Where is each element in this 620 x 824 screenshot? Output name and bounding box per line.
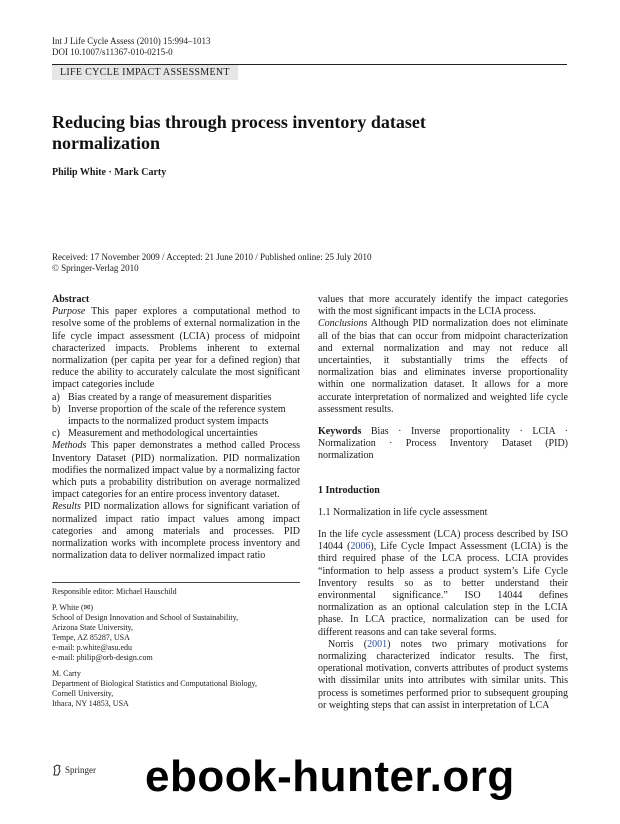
paragraph-text: Norris ( xyxy=(328,638,368,650)
keywords-text: Bias · Inverse proportionality · LCIA · Normalization · Process Inventory Dataset (PID) normalization xyxy=(318,426,569,462)
journal-citation: Int J Life Cycle Assess (2010) 15:994–1013 xyxy=(52,36,211,46)
keywords xyxy=(318,426,568,463)
citation-link[interactable]: 2006 xyxy=(350,541,371,553)
list-text: Bias created by a range of measurement disparities xyxy=(68,391,272,403)
purpose-text: This paper explores a computational method to resolve some of the problems of external normalization in the life cycle impact assessment (LCIA) process of midpoint characterized impacts. Problems inherent to external normalization (per capita per year for a defined region) that reduce the ability to accurately calculate the most significant impact categories include xyxy=(52,306,301,391)
list-label: c) xyxy=(52,428,60,440)
author-2-address: Ithaca, NY 14853, USA xyxy=(52,699,129,708)
author-footnote xyxy=(52,582,300,709)
authors: Philip White · Mark Carty xyxy=(52,167,167,178)
paragraph-text: ), Life Cycle Impact Assessment (LCIA) is the third required phase of the LCA process. LCIA provides “information to help assess a product system’s Life Cycle Inventory results so as to better understand their environmental significance.” ISO 14044 defines normalization as an optional calculation step in the LCIA phase. In LCA practice, normalization can be used for different reasons and can take several forms. xyxy=(318,541,568,638)
doi: DOI 10.1007/s11367-010-0215-0 xyxy=(52,47,173,57)
results-label: Results xyxy=(52,501,81,513)
list-text: Inverse proportion of the scale of the reference system impacts to the normalized product system impacts xyxy=(68,403,286,428)
abstract-conclusions xyxy=(318,318,568,416)
author-1-affiliation: School of Design Innovation and School of Sustainability, xyxy=(52,613,239,622)
methods-text: This paper demonstrates a method called Process Inventory Dataset (PID) normalization. PID normalization modifies the normalized impact value by a normalizing factor which puts a probability distribution on average normalized impact categories for an entire process inventory dataset. xyxy=(52,440,301,501)
article-title: Reducing bias through process inventory dataset normalization xyxy=(52,112,426,153)
responsible-editor: Responsible editor: Michael Hauschild xyxy=(52,587,177,596)
author-1-affiliation: Arizona State University, xyxy=(52,623,134,632)
intro-paragraph-2 xyxy=(318,639,568,712)
citation-link[interactable]: 2001 xyxy=(367,638,388,650)
author-1-label: P. White (✉) xyxy=(52,603,93,612)
publication-history: Received: 17 November 2009 / Accepted: 21 June 2010 / Published online: 25 July 2010 xyxy=(52,252,372,262)
list-item xyxy=(52,404,300,428)
list-item xyxy=(52,392,300,404)
author-1-email[interactable]: e-mail: p.white@asu.edu xyxy=(52,643,133,652)
list-label: b) xyxy=(52,403,61,415)
paragraph-text: ) notes two primary motivations for normalizing characterized indicator results. The first, operational motivation, converts attributes of product systems with dissimilar units into attributes with similar units. This process is sometimes performed prior to subsequent grouping or weighting steps that can assist in interpretation of LCA xyxy=(318,638,568,711)
abstract xyxy=(52,294,300,562)
author-2-name: M. Carty xyxy=(52,669,81,678)
horse-icon xyxy=(52,764,62,776)
list-text: Measurement and methodological uncertainties xyxy=(68,428,258,440)
publisher-logo xyxy=(52,764,96,776)
paragraph-text: In the life cycle assessment (LCA) process described by ISO 14044 ( xyxy=(318,529,568,553)
copyright: © Springer-Verlag 2010 xyxy=(52,263,139,273)
author-1-email[interactable]: e-mail: philip@orb-design.com xyxy=(52,653,153,662)
abstract-results xyxy=(52,501,300,562)
intro-paragraph-1 xyxy=(318,529,568,639)
section-label: LIFE CYCLE IMPACT ASSESSMENT xyxy=(52,65,238,80)
right-column xyxy=(318,294,568,712)
author-1-name xyxy=(52,603,300,613)
subsection-heading: 1.1 Normalization in life cycle assessment xyxy=(318,506,488,518)
watermark: ebook-hunter.org xyxy=(145,752,515,801)
keywords-label: Keywords xyxy=(318,426,362,438)
publisher-name: Springer xyxy=(65,765,96,775)
purpose-label: Purpose xyxy=(52,306,86,318)
section-heading: 1 Introduction xyxy=(318,484,380,496)
conclusions-text: Although PID normalization does not eliminate all of the bias that can occur from midpoint characterization and external normalization and may not reduce all uncertainties, it substantially trims the effects of normalization bias and eliminates inverse proportionality within one normalization dataset. It allows for a more accurate interpretation of normalized and weighted life cycle assessment results. xyxy=(318,318,568,415)
list-label: a) xyxy=(52,391,60,403)
abstract-methods xyxy=(52,440,300,501)
list-item xyxy=(52,428,300,440)
section-band xyxy=(52,64,567,81)
results-text: PID normalization allows for significant variation of normalized impact ratio impact values among impact categories and among materials and processes. PID normalization works with incomplete process inventory and normalization data to deliver normalized impact ratio xyxy=(52,501,300,562)
methods-label: Methods xyxy=(52,440,87,452)
author-1-address: Tempe, AZ 85287, USA xyxy=(52,633,130,642)
results-continued: values that more accurately identify the impact categories with the most significant impacts in the LCIA process. xyxy=(318,294,568,318)
abstract-heading: Abstract xyxy=(52,294,90,305)
author-2-affiliation: Department of Biological Statistics and Computational Biology, xyxy=(52,679,258,688)
abstract-purpose xyxy=(52,306,300,391)
conclusions-label: Conclusions xyxy=(318,318,368,330)
author-2-affiliation: Cornell University, xyxy=(52,689,114,698)
